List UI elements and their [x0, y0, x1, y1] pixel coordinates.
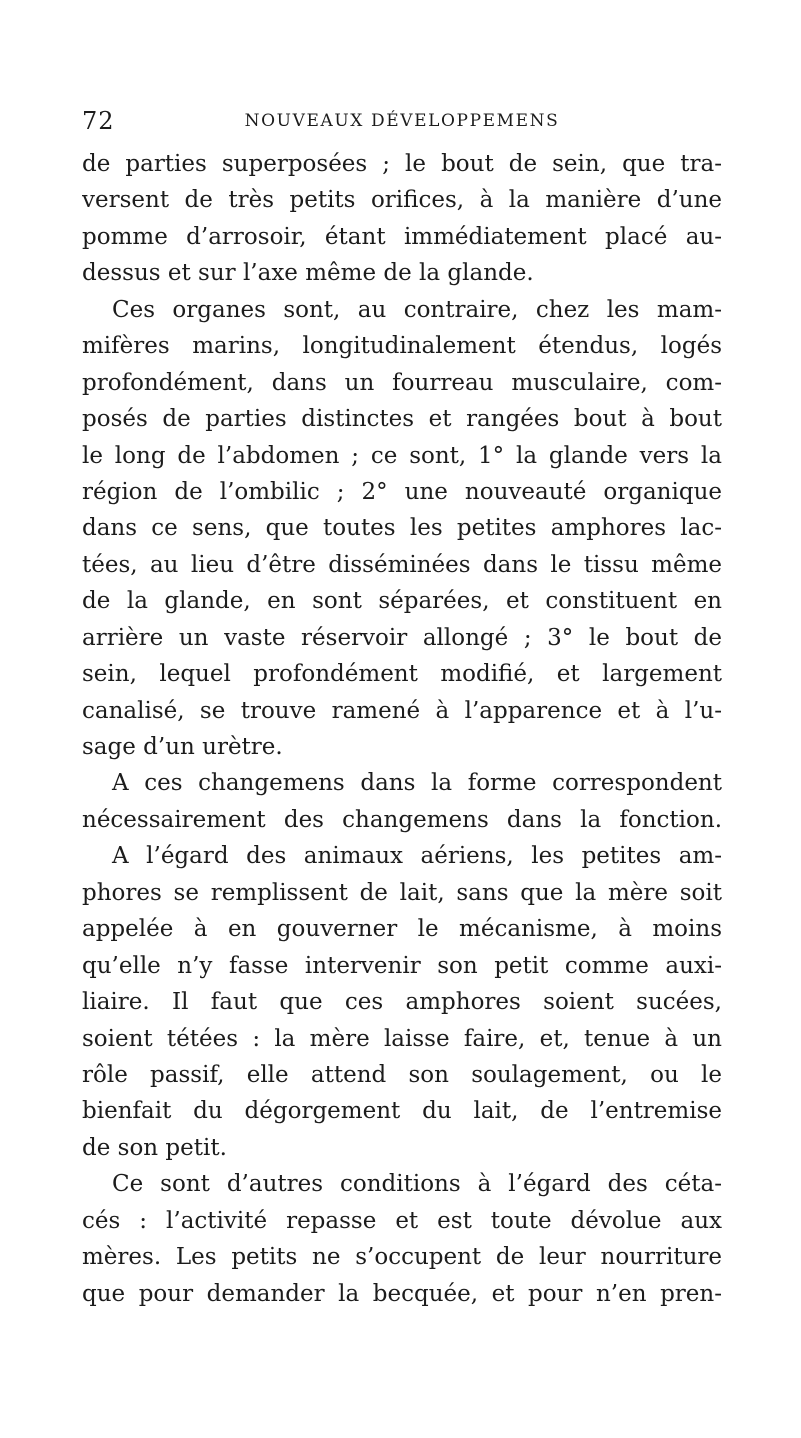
text-line: région de l’ombilic ; 2° une nouveauté organique — [82, 478, 722, 505]
text-line: canalisé, se trouve ramené à l’apparence et à l’u- — [82, 697, 722, 724]
page-header — [82, 106, 722, 136]
text-line: A l’égard des animaux aériens, les petites am- — [112, 843, 722, 870]
text-line: versent de très petits orifices, à la manière d’une — [82, 187, 722, 214]
running-head: NOUVEAUX DÉVELOPPEMENS — [244, 111, 560, 131]
text-line: tées, au lieu d’être disséminées dans le tissu même — [82, 551, 722, 578]
text-line: de parties superposées ; le bout de sein, que tra- — [82, 151, 722, 177]
text-line: dans ce sens, que toutes les petites amphores lac- — [82, 515, 722, 542]
text-line: posés de parties distinctes et rangées bout à bout — [82, 406, 722, 433]
text-line: Ce sont d’autres conditions à l’égard des céta- — [112, 1171, 722, 1198]
text-line: cés : l’activité repasse et est toute dévolue aux — [82, 1207, 722, 1234]
text-line: appelée à en gouverner le mécanisme, à moins — [82, 916, 722, 943]
text-line: mères. Les petits ne s’occupent de leur nourriture — [82, 1244, 722, 1271]
text-line: de son petit. — [82, 1134, 227, 1161]
text-line: que pour demander la becquée, et pour n’en pren- — [82, 1280, 722, 1307]
text-line: mifères marins, longitudinalement étendus, logés — [82, 333, 722, 360]
text-line: soient tétées : la mère laisse faire, et, tenue à un — [82, 1025, 722, 1052]
text-line: le long de l’abdomen ; ce sont, 1° la glande vers la — [82, 442, 722, 469]
page-number: 72 — [82, 107, 115, 135]
text-line: sage d’un urètre. — [82, 734, 283, 760]
text-line: liaire. Il faut que ces amphores soient sucées, — [82, 989, 722, 1016]
text-line: bienfait du dégorgement du lait, de l’entremise — [82, 1098, 722, 1125]
text-line: qu’elle n’y fasse intervenir son petit comme auxi- — [82, 952, 722, 979]
text-line: pomme d’arrosoir, étant immédiatement placé au- — [82, 223, 722, 250]
text-line: de la glande, en sont séparées, et constituent en — [82, 588, 722, 615]
text-line: nécessairement des changemens dans la fonction. — [82, 806, 722, 833]
text-line: sein, lequel profondément modifié, et largement — [82, 661, 722, 688]
body-text — [82, 146, 722, 1312]
text-line: Ces organes sont, au contraire, chez les mam- — [112, 296, 722, 323]
text-line: arrière un vaste réservoir allongé ; 3° le bout de — [82, 624, 722, 651]
text-line: A ces changemens dans la forme correspondent — [112, 770, 722, 797]
text-line: rôle passif, elle attend son soulagement, ou le — [82, 1061, 722, 1088]
text-line: profondément, dans un fourreau musculaire, com- — [82, 369, 722, 396]
text-line: phores se remplissent de lait, sans que la mère soit — [82, 879, 722, 906]
text-line: dessus et sur l’axe même de la glande. — [82, 260, 534, 287]
